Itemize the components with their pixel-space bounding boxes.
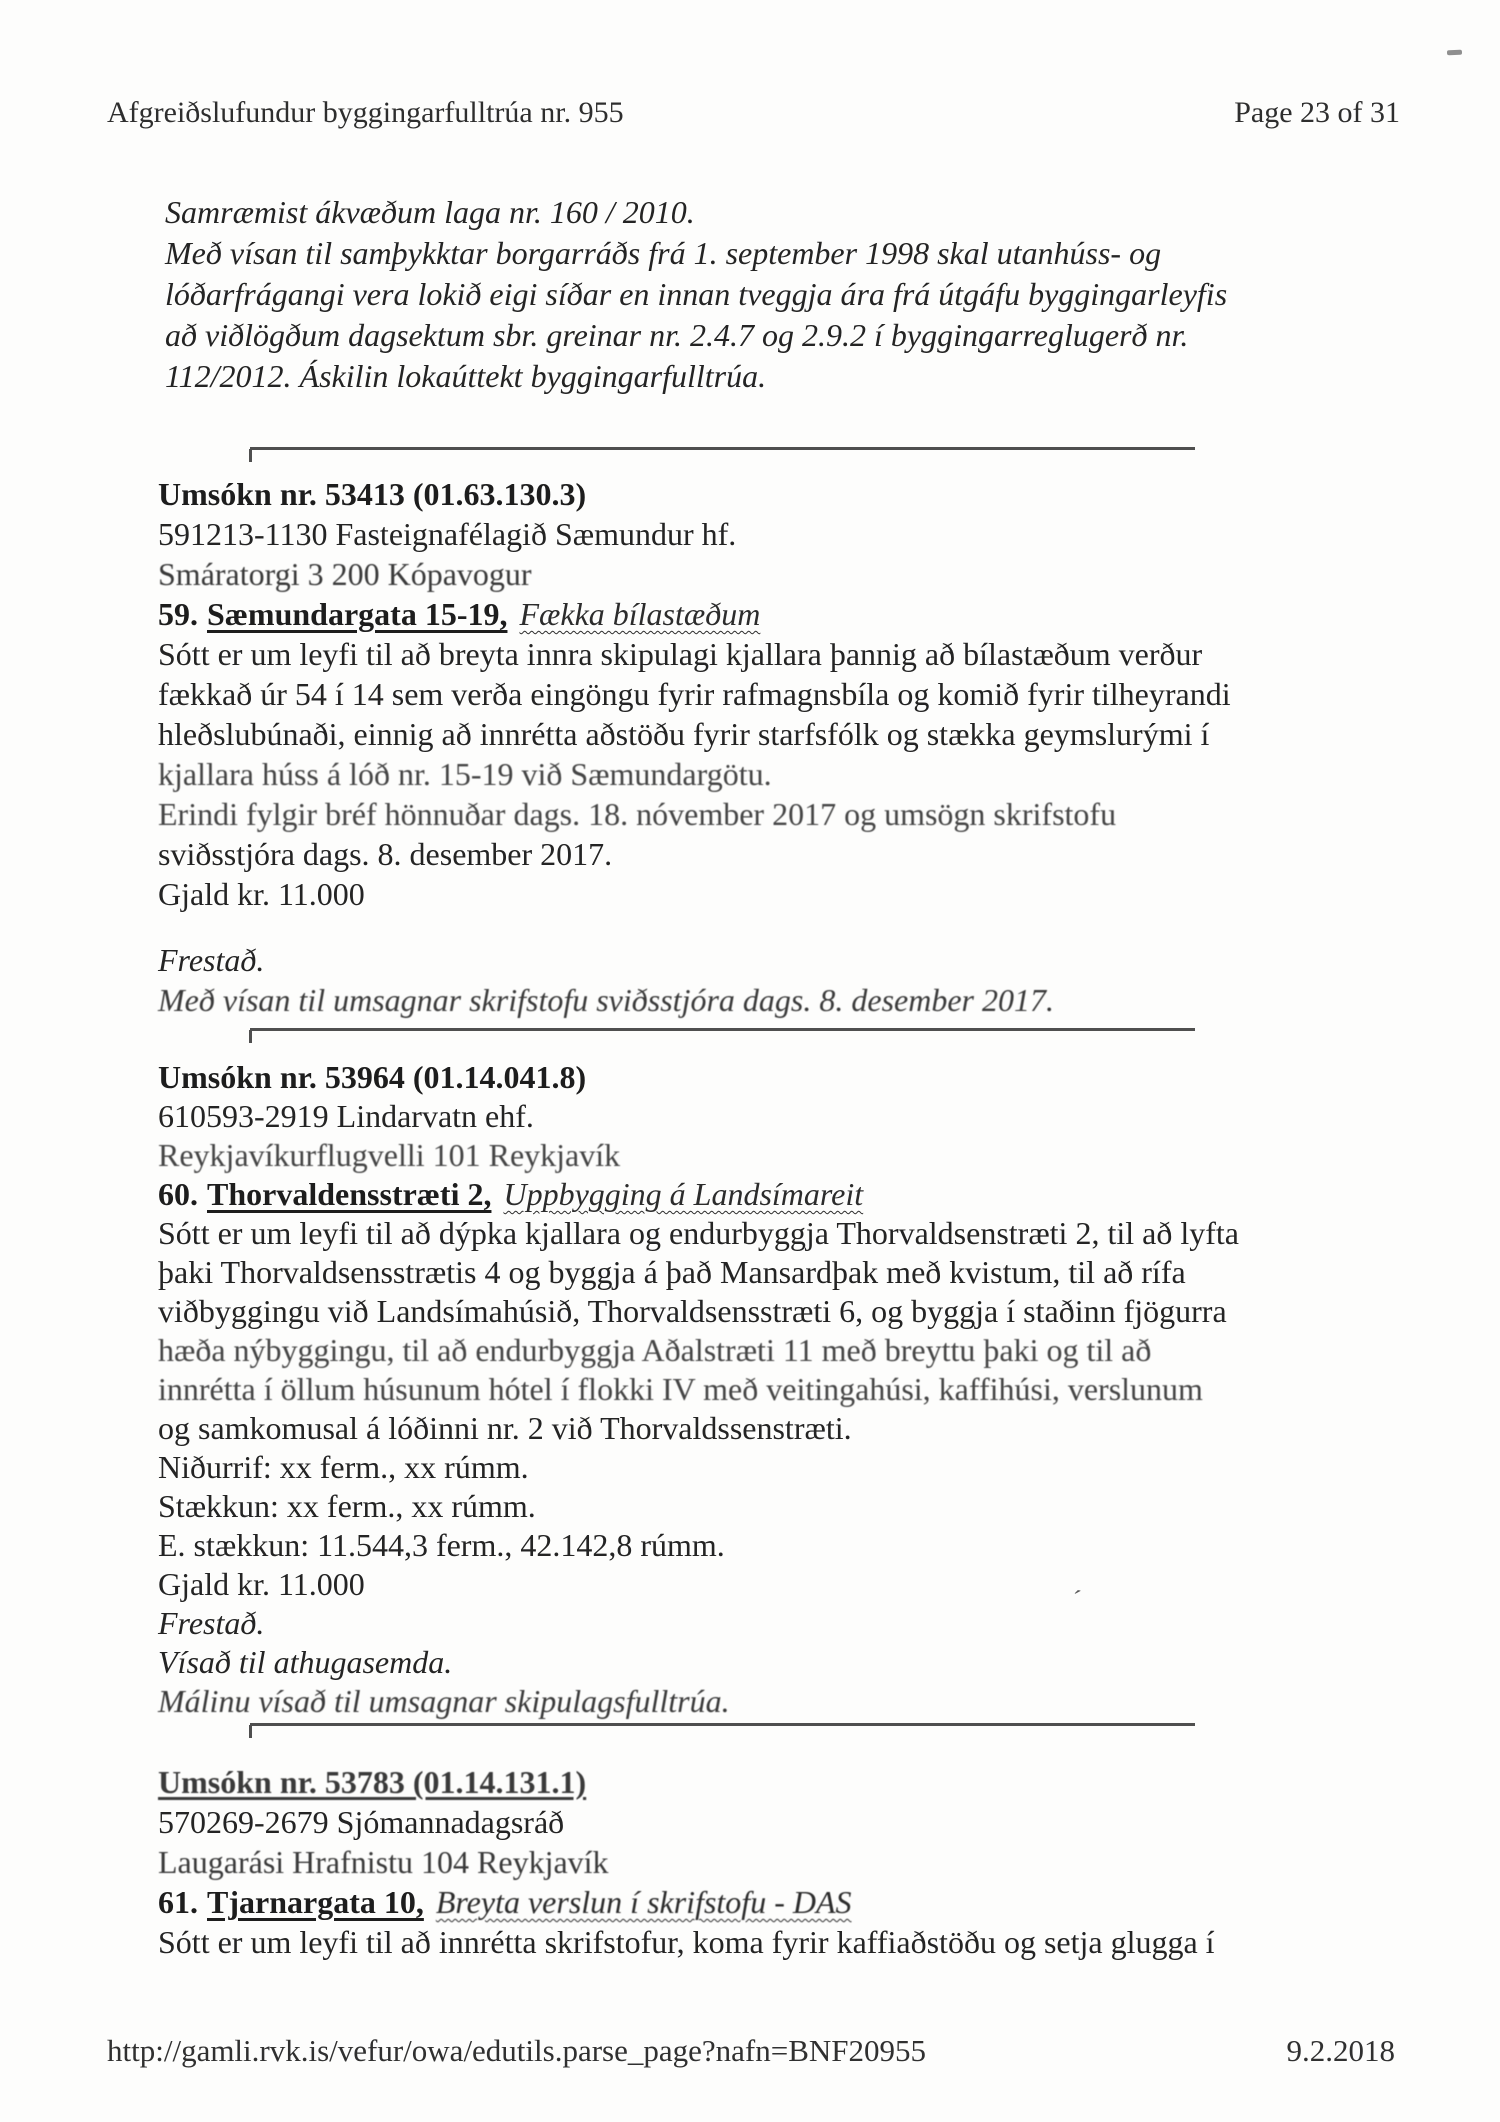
body-line: Sótt er um leyfi til að innrétta skrifstofur, koma fyrir kaffiaðstöðu og setja glugga í <box>158 1924 1215 1960</box>
applicant-line: 591213-1130 Fasteignafélagið Sæmundur hf. <box>158 516 737 552</box>
item-subtitle: Breyta verslun í skrifstofu - DAS <box>435 1884 852 1920</box>
body-line: E. stækkun: 11.544,3 ferm., 42.142,8 rúmm. <box>158 1527 725 1563</box>
section-divider <box>250 1028 1195 1031</box>
body-line: hleðslubúnaði, einnig að innrétta aðstöðu fyrir starfsfólk og stækka geymslurými í <box>158 716 1210 752</box>
page-number: Page 23 of 31 <box>1234 96 1400 129</box>
item-number: 60. <box>158 1176 198 1212</box>
body-line: og samkomusal á lóðinni nr. 2 við Thorvaldssenstræti. <box>158 1410 852 1446</box>
body-line: kjallara húss á lóð nr. 15-19 við Sæmundargötu. <box>158 756 772 792</box>
decision-line: Frestað. <box>158 942 265 978</box>
decision-block <box>158 940 1054 1020</box>
body-line: þaki Thorvaldsensstrætis 4 og byggja á það Mansardþak með kvistum, til að rífa <box>158 1254 1186 1290</box>
agenda-item-line <box>158 1882 1440 1922</box>
decision-line: Málinu vísað til umsagnar skipulagsfulltrúa. <box>158 1683 730 1719</box>
body-line: Stækkun: xx ferm., xx rúmm. <box>158 1488 536 1524</box>
body-line: Niðurrif: xx ferm., xx rúmm. <box>158 1449 529 1485</box>
body-line: viðbyggingu við Landsímahúsið, Thorvaldsensstræti 6, og byggja í staðinn fjögurra <box>158 1293 1227 1329</box>
fee-line: Gjald kr. 11.000 <box>158 876 365 912</box>
body-line: Sótt er um leyfi til að breyta innra skipulagi kjallara þannig að bílastæðum verður <box>158 636 1203 672</box>
item-subtitle: Uppbygging á Landsímareit <box>503 1176 864 1212</box>
address-line: Smáratorgi 3 200 Kópavogur <box>158 556 532 592</box>
application-heading: Umsókn nr. 53783 (01.14.131.1) <box>158 1764 587 1800</box>
item-number: 61. <box>158 1884 198 1920</box>
section-divider <box>250 1723 1195 1726</box>
intro-line: lóðarfrágangi vera lokið eigi síðar en innan tveggja ára frá útgáfu byggingarleyfis <box>165 276 1228 312</box>
page-footer <box>107 2032 1395 2070</box>
application-section-53783 <box>158 1762 1440 1962</box>
scan-artifact-apostrophe: ´ <box>1070 1584 1083 1615</box>
application-heading: Umsókn nr. 53413 (01.63.130.3) <box>158 476 587 512</box>
address-line: Reykjavíkurflugvelli 101 Reykjavík <box>158 1137 621 1173</box>
decision-line: Frestað. <box>158 1605 265 1641</box>
intro-line: Með vísan til samþykktar borgarráðs frá 1. september 1998 skal utanhúss- og <box>165 235 1162 271</box>
agenda-item-line <box>158 1175 1440 1214</box>
intro-paragraph <box>165 192 1430 397</box>
body-line: hæða nýbyggingu, til að endurbyggja Aðalstræti 11 með breyttu þaki og til að <box>158 1332 1152 1368</box>
document-title: Afgreiðslufundur byggingarfulltrúa nr. 955 <box>107 96 624 129</box>
body-line: Sótt er um leyfi til að dýpka kjallara og endurbyggja Thorvaldsenstræti 2, til að lyfta <box>158 1215 1239 1251</box>
decision-line: Með vísan til umsagnar skrifstofu sviðsstjóra dags. 8. desember 2017. <box>158 982 1054 1018</box>
address-line: Laugarási Hrafnistu 104 Reykjavík <box>158 1844 609 1880</box>
footer-date: 9.2.2018 <box>1286 2033 1395 2068</box>
decision-line: Vísað til athugasemda. <box>158 1644 453 1680</box>
item-street: Tjarnargata 10, <box>207 1884 424 1920</box>
item-street: Thorvaldensstræti 2, <box>207 1176 492 1212</box>
application-section-53413 <box>158 474 1440 914</box>
fee-line: Gjald kr. 11.000 <box>158 1566 365 1602</box>
application-heading: Umsókn nr. 53964 (01.14.041.8) <box>158 1059 587 1095</box>
agenda-item-line <box>158 594 1440 634</box>
body-line: fækkað úr 54 í 14 sem verða eingöngu fyrir rafmagnsbíla og komið fyrir tilheyrandi <box>158 676 1231 712</box>
body-line: innrétta í öllum húsunum hótel í flokki IV með veitingahúsi, kaffihúsi, verslunum <box>158 1371 1203 1407</box>
footer-url: http://gamli.rvk.is/vefur/owa/edutils.parse_page?nafn=BNF20955 <box>107 2033 927 2068</box>
applicant-line: 570269-2679 Sjómannadagsráð <box>158 1804 565 1840</box>
item-subtitle: Fækka bílastæðum <box>519 596 761 632</box>
intro-line: Samræmist ákvæðum laga nr. 160 / 2010. <box>165 194 695 230</box>
section-divider <box>250 447 1195 450</box>
body-line: sviðsstjóra dags. 8. desember 2017. <box>158 836 613 872</box>
item-street: Sæmundargata 15-19, <box>207 596 508 632</box>
intro-line: að viðlögðum dagsektum sbr. greinar nr. 2.4.7 og 2.9.2 í byggingarreglugerð nr. <box>165 317 1189 353</box>
scan-artifact-dash <box>1447 50 1462 56</box>
page-header <box>107 95 1400 131</box>
item-number: 59. <box>158 596 198 632</box>
applicant-line: 610593-2919 Lindarvatn ehf. <box>158 1098 534 1134</box>
body-line: Erindi fylgir bréf hönnuðar dags. 18. nóvember 2017 og umsögn skrifstofu <box>158 796 1117 832</box>
intro-line: 112/2012. Áskilin lokaúttekt byggingarfulltrúa. <box>165 358 767 394</box>
application-section-53964 <box>158 1058 1440 1721</box>
